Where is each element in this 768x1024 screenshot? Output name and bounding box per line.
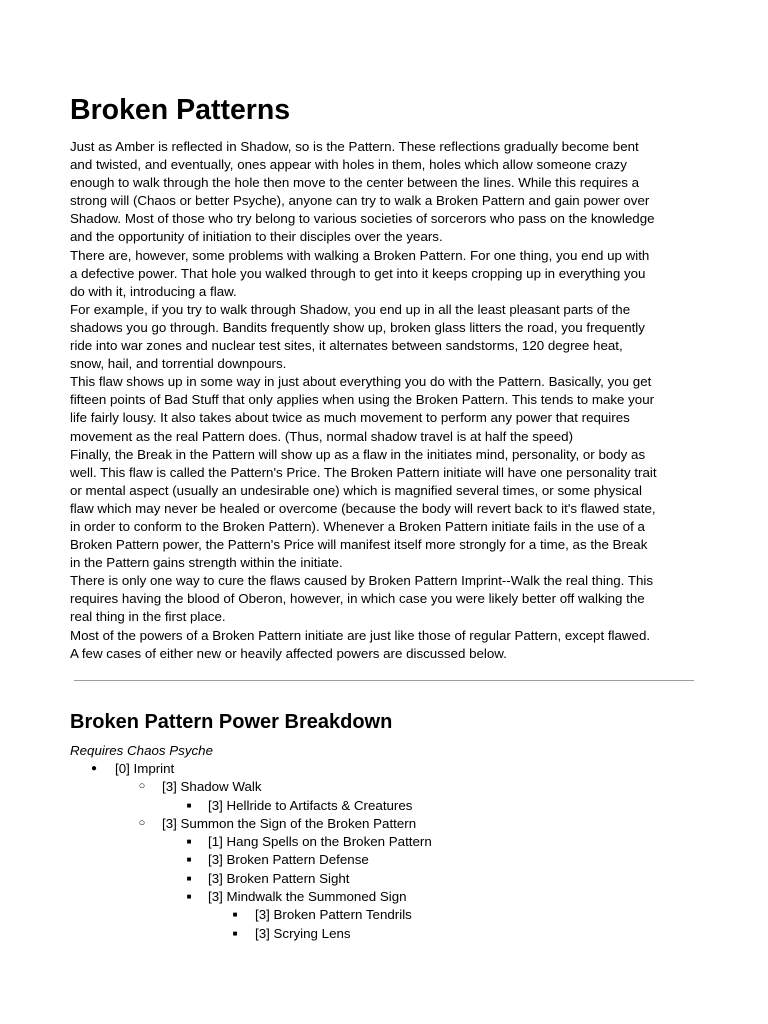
intro-text (70, 138, 702, 663)
text-line: Shadow. Most of those who try belong to various societies of sorcerors who pass on the knowledge (70, 211, 655, 227)
text-line: and twisted, and eventually, ones appear with holes in them, holes which allow someone crazy (70, 157, 627, 173)
bullet-icon: ■ (186, 800, 192, 810)
text-line: real thing in the first place. (70, 609, 226, 625)
text-line: There are, however, some problems with walking a Broken Pattern. For one thing, you end up with (70, 247, 650, 263)
text-line: fifteen points of Bad Stuff that only applies when using the Broken Pattern. This tends to make your (70, 392, 655, 408)
outline-item-label: [0] Imprint (115, 761, 175, 776)
outline-item-label: [3] Broken Pattern Sight (208, 870, 350, 886)
text-line: flaw which may never be healed or overcome (because the body will revert back to it's flawed state, (70, 500, 656, 516)
text-line: enough to walk through the hole then move to the center between the lines. While this requires a (70, 175, 640, 191)
requirement-note: Requires Chaos Psyche (70, 743, 213, 758)
text-line: do with it, introducing a flaw. (70, 283, 237, 299)
text-line: Just as Amber is reflected in Shadow, so is the Pattern. These reflections gradually become bent (70, 139, 639, 154)
text-line: strong will (Chaos or better Psyche), anyone can try to walk a Broken Pattern and gain power over (70, 193, 650, 209)
text-line: requires having the blood of Oberon, however, in which case you were likely better off walking the (70, 591, 645, 607)
outline-item-label: [3] Summon the Sign of the Broken Pattern (162, 815, 417, 831)
bullet-icon: ● (90, 763, 98, 774)
outline-item-label: [3] Broken Pattern Tendrils (255, 907, 412, 923)
bullet-icon: ■ (186, 837, 192, 847)
text-line: Most of the powers of a Broken Pattern initiate are just like those of regular Pattern, except flawed. (70, 627, 651, 643)
outline-item-label: [3] Broken Pattern Defense (208, 852, 369, 868)
outline-item-label: [3] Shadow Walk (162, 779, 262, 795)
outline-item (70, 815, 702, 833)
text-line: shadows you go through. Bandits frequently show up, broken glass litters the road, you frequently (70, 319, 645, 335)
outline-item (70, 870, 702, 888)
power-outline (70, 760, 702, 943)
bullet-icon: ■ (186, 855, 192, 865)
text-line: movement as the real Pattern does. (Thus, normal shadow travel is at half the speed) (70, 428, 574, 444)
text-line: snow, hail, and torrential downpours. (70, 356, 287, 372)
bullet-icon: ■ (186, 873, 192, 883)
outline-item-label: [3] Mindwalk the Summoned Sign (208, 889, 407, 905)
text-line: a defective power. That hole you walked through to get into it keeps cropping up in everything you (70, 265, 646, 281)
horizontal-divider (74, 680, 694, 681)
text-line: A few cases of either new or heavily affected powers are discussed below. (70, 645, 507, 661)
outline-item (70, 797, 702, 815)
outline-item (70, 888, 702, 906)
text-line: well. This flaw is called the Pattern's Price. The Broken Pattern initiate will have one personality trait (70, 464, 657, 480)
outline-item (70, 851, 702, 869)
text-line: Broken Pattern power, the Pattern's Price will manifest itself more strongly for a time, as the Break (70, 537, 648, 553)
bullet-icon: ■ (186, 892, 192, 902)
text-line: There is only one way to cure the flaws caused by Broken Pattern Imprint--Walk the real thing. This (70, 573, 654, 589)
document-title: Broken Patterns (70, 94, 291, 126)
text-line: Finally, the Break in the Pattern will show up as a flaw in the initiates mind, personality, or body as (70, 446, 646, 462)
outline-item (70, 833, 702, 851)
outline-item (70, 906, 702, 924)
text-line: For example, if you try to walk through Shadow, you end up in all the least pleasant parts of the (70, 301, 631, 317)
outline-item-label: [1] Hang Spells on the Broken Pattern (208, 834, 432, 850)
bullet-icon: ■ (232, 928, 238, 938)
bullet-icon: ○ (138, 816, 146, 829)
outline-item (70, 778, 702, 796)
text-line: ride into war zones and nuclear test sites, it alternates between sandstorms, 120 degree heat, (70, 338, 623, 354)
outline-item-label: [3] Scrying Lens (255, 925, 351, 941)
text-line: and the opportunity of initiation to their disciples over the years. (70, 229, 443, 245)
bullet-icon: ■ (232, 910, 238, 920)
outline-item (70, 760, 702, 778)
outline-item-label: [3] Hellride to Artifacts & Creatures (208, 797, 413, 813)
section-heading: Broken Pattern Power Breakdown (70, 711, 393, 733)
outline-item (70, 925, 702, 943)
text-line: This flaw shows up in some way in just about everything you do with the Pattern. Basically, you get (70, 374, 652, 390)
text-line: in order to conform to the Broken Pattern). Whenever a Broken Pattern initiate fails in the use of a (70, 518, 645, 534)
text-line: or mental aspect (usually an undesirable one) which is magnified several times, or some physical (70, 482, 642, 498)
bullet-icon: ○ (138, 780, 146, 793)
text-line: in the Pattern gains strength within the initiate. (70, 555, 343, 571)
text-line: life fairly lousy. It also takes about twice as much movement to perform any power that requires (70, 410, 630, 426)
